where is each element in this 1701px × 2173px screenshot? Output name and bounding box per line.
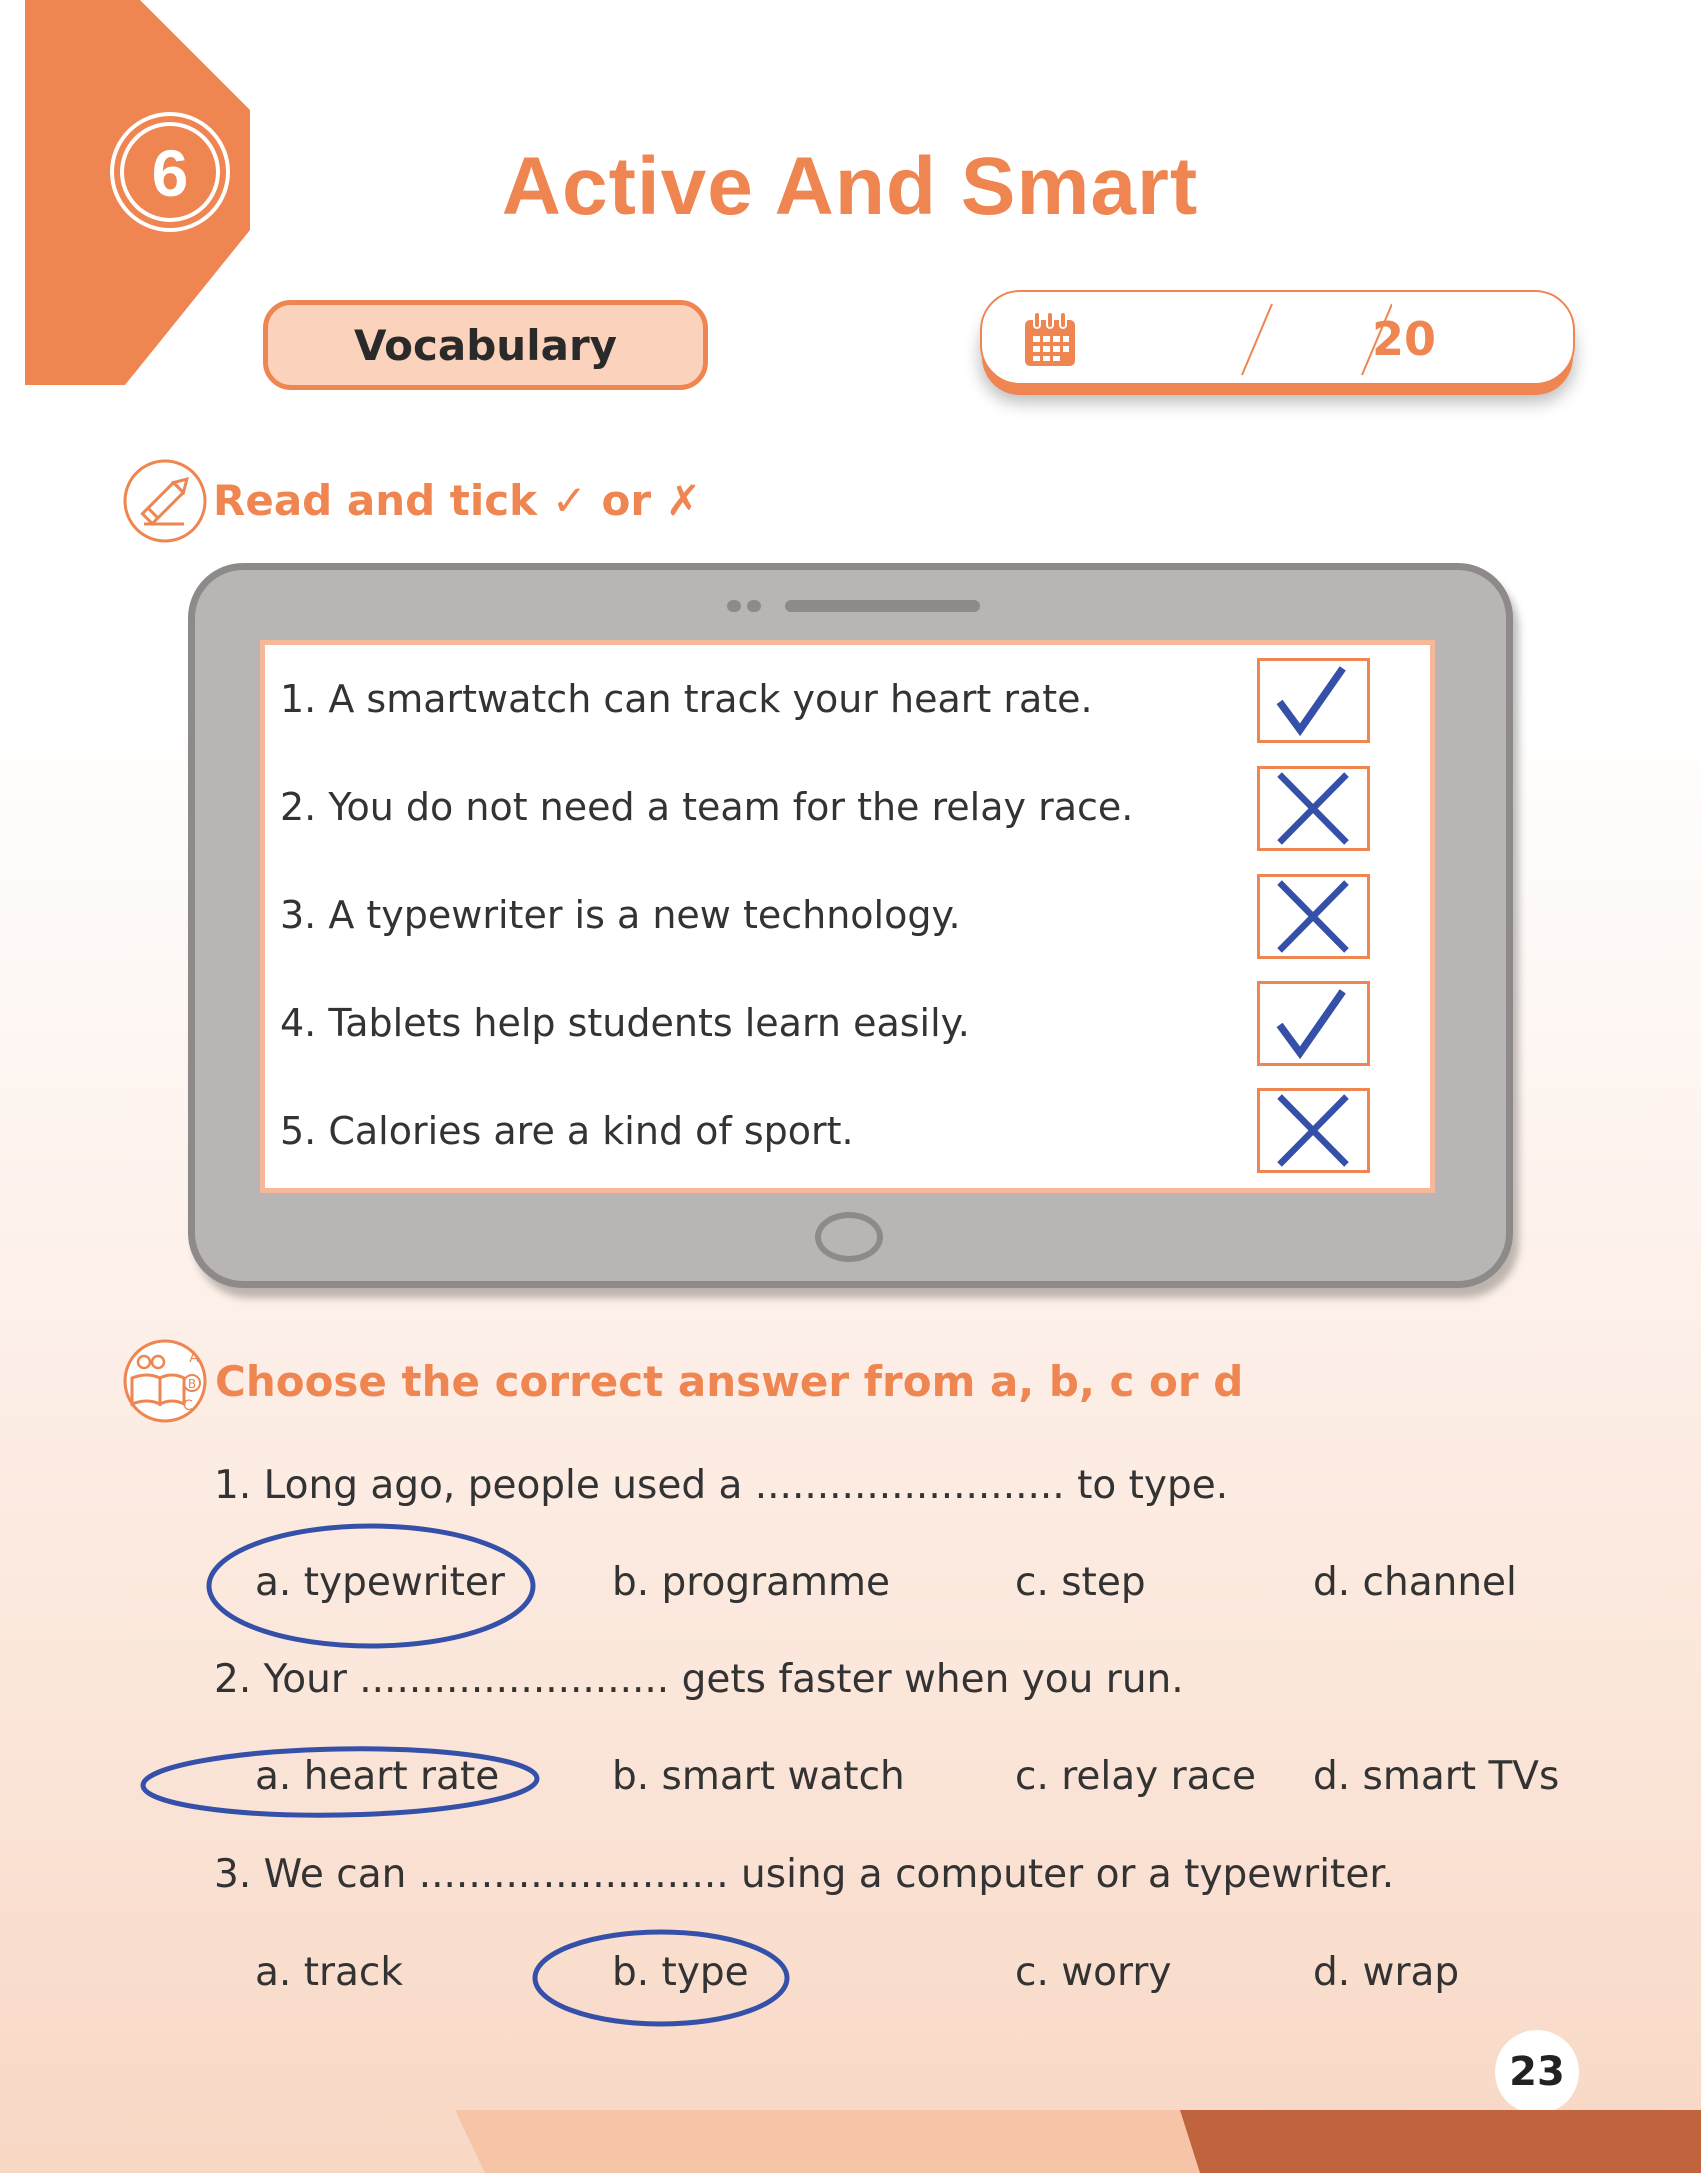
page-title: Active And Smart — [501, 141, 1199, 232]
unit-number: 6 — [151, 136, 189, 210]
statement-1: 1. A smartwatch can track your heart rate. — [280, 677, 1093, 721]
svg-text:A: A — [189, 1350, 199, 1366]
statement-3: 3. A typewriter is a new technology. — [280, 893, 961, 937]
cross-mark-icon — [1260, 1091, 1367, 1170]
svg-text:C: C — [183, 1398, 193, 1414]
statement-5: 5. Calories are a kind of sport. — [280, 1109, 854, 1153]
check-mark-icon — [1260, 661, 1367, 740]
calendar-icon — [1022, 310, 1078, 370]
statement-2: 2. You do not need a team for the relay race. — [280, 785, 1134, 829]
q3-option-d[interactable]: d. wrap — [1313, 1950, 1460, 1995]
pencil-icon — [122, 458, 208, 544]
tablet-camera-dot — [747, 600, 761, 612]
question-2: 2. Your ......................... gets faster when you run. — [214, 1657, 1184, 1702]
section-choose-title: Choose the correct answer from a, b, c or d — [215, 1357, 1244, 1406]
tick-box-1[interactable] — [1257, 658, 1370, 743]
q3-option-a[interactable]: a. track — [255, 1950, 403, 1995]
q2-option-c[interactable]: c. relay race — [1015, 1754, 1256, 1799]
date-total: 20 — [1372, 312, 1437, 366]
statement-4: 4. Tablets help students learn easily. — [280, 1001, 970, 1045]
q1-option-a[interactable]: a. typewriter — [255, 1560, 505, 1605]
cross-mark-icon — [1260, 769, 1367, 848]
q1-option-d[interactable]: d. channel — [1313, 1560, 1517, 1605]
book-abc-icon — [122, 1338, 208, 1424]
check-mark-icon — [1260, 984, 1367, 1063]
tablet-speaker — [785, 600, 980, 612]
tick-box-3[interactable] — [1257, 874, 1370, 959]
question-3: 3. We can ......................... using a computer or a typewriter. — [214, 1852, 1395, 1897]
q2-option-a[interactable]: a. heart rate — [255, 1754, 500, 1799]
question-1: 1. Long ago, people used a ......................... to type. — [214, 1463, 1229, 1508]
date-box — [980, 290, 1575, 385]
date-separators — [1192, 300, 1392, 380]
footer-band — [0, 2110, 1701, 2173]
page-number: 23 — [1495, 2030, 1579, 2114]
tick-box-4[interactable] — [1257, 981, 1370, 1066]
tick-box-2[interactable] — [1257, 766, 1370, 851]
cross-mark-icon — [1260, 877, 1367, 956]
svg-text:B: B — [187, 1377, 197, 1391]
section-read-and-tick-title: Read and tick ✓ or ✗ — [213, 476, 701, 525]
q2-option-b[interactable]: b. smart watch — [612, 1754, 905, 1799]
tablet-camera-dot — [727, 600, 741, 612]
q1-option-c[interactable]: c. step — [1015, 1560, 1146, 1605]
q3-option-c[interactable]: c. worry — [1015, 1950, 1172, 1995]
q3-option-b[interactable]: b. type — [612, 1950, 749, 1995]
tick-box-5[interactable] — [1257, 1088, 1370, 1173]
vocabulary-label: Vocabulary — [263, 300, 708, 390]
unit-tab — [25, 0, 250, 385]
q2-option-d[interactable]: d. smart TVs — [1313, 1754, 1560, 1799]
tablet-home-button — [815, 1212, 883, 1262]
q1-option-b[interactable]: b. programme — [612, 1560, 891, 1605]
